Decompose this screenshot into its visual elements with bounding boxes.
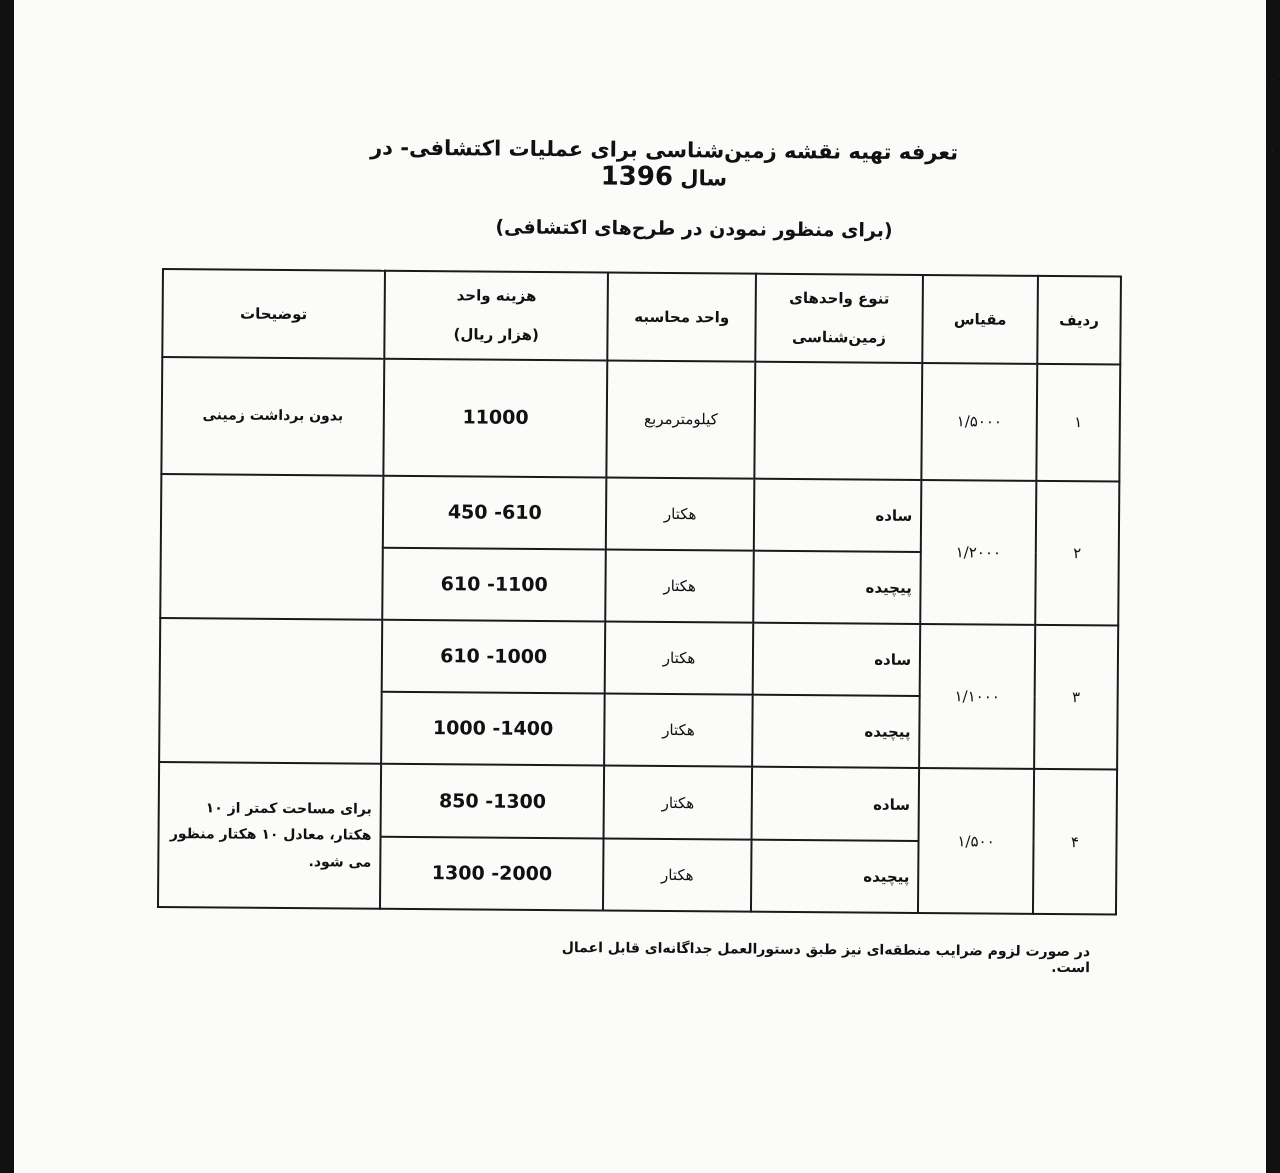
row-number: ۳ bbox=[1034, 625, 1118, 770]
table-row bbox=[161, 357, 1120, 481]
header-cost-line2: (هزار ریال) bbox=[453, 325, 539, 344]
title-text: تعرفه تهیه نقشه زمین‌شناسی برای عملیات اکتشافی- در سال bbox=[370, 135, 959, 191]
row-variety: پیچیده bbox=[753, 550, 921, 624]
document-title bbox=[354, 135, 974, 194]
header-row-number: ردیف bbox=[1037, 276, 1121, 365]
table-row bbox=[159, 762, 1118, 842]
tariff-table-wrapper bbox=[157, 268, 1122, 916]
row-cost: 11000 bbox=[383, 359, 607, 477]
row-unit: کیلومترمربع bbox=[607, 361, 755, 479]
row-note bbox=[160, 474, 383, 620]
row-unit: هکتار bbox=[606, 477, 754, 550]
row-number: ۲ bbox=[1035, 480, 1119, 625]
header-variety bbox=[755, 274, 923, 363]
row-cost: 610 -1100 bbox=[382, 547, 606, 621]
header-scale: مقیاس bbox=[923, 275, 1038, 364]
row-scale: ۱/۵۰۰۰ bbox=[922, 363, 1038, 480]
row-unit: هکتار bbox=[604, 766, 752, 839]
table-header-row bbox=[162, 269, 1121, 365]
table-row bbox=[161, 474, 1120, 554]
edge-mark: . bbox=[1270, 140, 1275, 156]
footnote: در صورت لزوم ضرایب منطقه‌ای نیز طبق دستورالعمل جداگانه‌ای قابل اعمال است. bbox=[561, 940, 1091, 977]
row-cost: 1300 -2000 bbox=[380, 836, 604, 910]
row-cost: 850 -1300 bbox=[381, 764, 605, 838]
row-variety: ساده bbox=[752, 623, 920, 697]
document-subtitle: (برای منظور نمودن در طرح‌های اکتشافی) bbox=[495, 216, 893, 242]
row-note: برای مساحت کمتر از ۱۰ هکتار، معادل ۱۰ هکتار منظور می شود. bbox=[158, 762, 381, 908]
row-unit: هکتار bbox=[603, 838, 751, 911]
row-cost: 1000 -1400 bbox=[381, 692, 605, 766]
row-number: ۴ bbox=[1033, 769, 1117, 914]
row-scale: ۱/۱۰۰۰ bbox=[919, 624, 1035, 769]
row-note bbox=[159, 618, 382, 764]
row-variety: پیچیده bbox=[752, 695, 920, 769]
title-year: 1396 bbox=[600, 161, 674, 193]
table-row bbox=[160, 618, 1119, 698]
row-note: بدون برداشت زمینی bbox=[161, 357, 384, 475]
header-cost-line1: هزینه واحد bbox=[456, 286, 537, 305]
row-scale: ۱/۲۰۰۰ bbox=[920, 479, 1036, 624]
row-cost: 610 -1000 bbox=[382, 620, 606, 694]
header-unit: واحد محاسبه bbox=[608, 273, 756, 362]
tariff-table bbox=[157, 268, 1122, 916]
header-notes: توضیحات bbox=[162, 269, 385, 359]
row-variety: ساده bbox=[754, 478, 922, 552]
row-unit: هکتار bbox=[605, 694, 753, 767]
row-cost: 450 -610 bbox=[383, 475, 607, 549]
header-variety-line1: تنوع واحدهای bbox=[789, 288, 890, 308]
row-variety: پیچیده bbox=[751, 839, 919, 913]
header-cost bbox=[384, 271, 608, 361]
row-variety: ساده bbox=[751, 767, 919, 841]
row-scale: ۱/۵۰۰ bbox=[918, 768, 1034, 913]
row-unit: هکتار bbox=[605, 621, 753, 694]
row-number: ۱ bbox=[1036, 364, 1120, 481]
row-unit: هکتار bbox=[606, 549, 754, 622]
row-variety bbox=[754, 362, 922, 480]
edge-mark: - bbox=[1270, 72, 1276, 88]
header-variety-line2: زمین‌شناسی bbox=[791, 327, 887, 347]
